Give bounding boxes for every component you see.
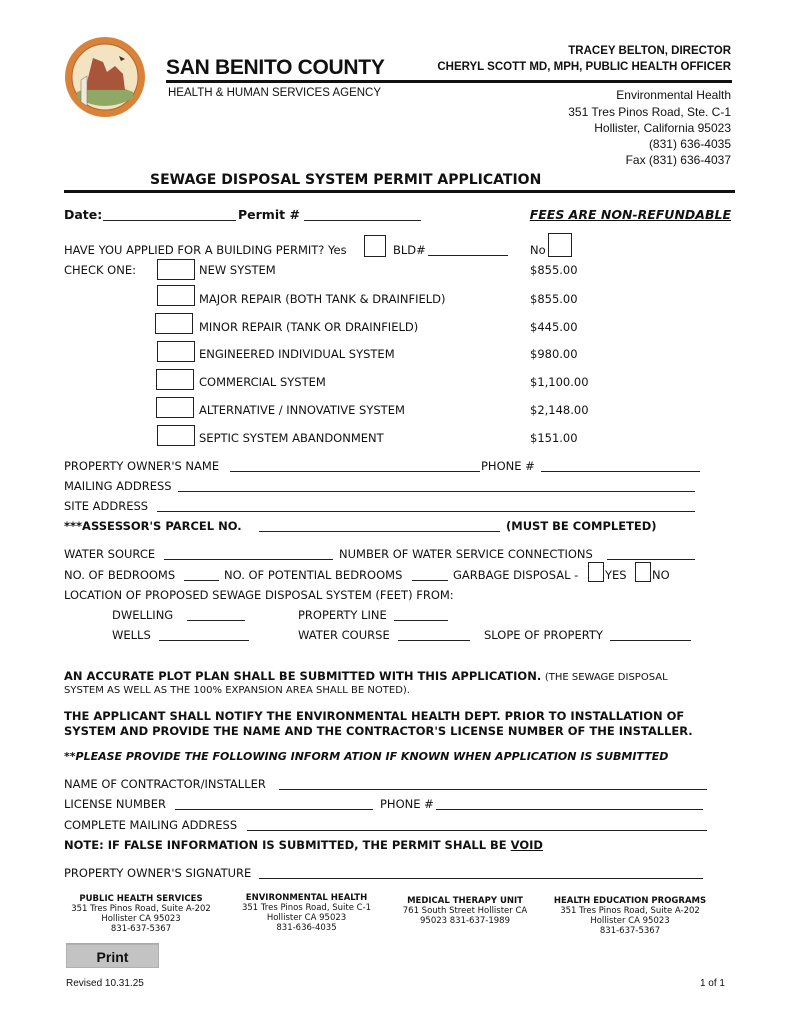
office-name: MEDICAL THERAPY UNIT <box>407 896 523 906</box>
system-type-checkbox[interactable] <box>156 397 194 418</box>
contractor-phone-input[interactable] <box>436 809 703 810</box>
print-button[interactable]: Print <box>66 944 159 968</box>
system-type-fee: $2,148.00 <box>530 403 589 417</box>
office-line: Hollister CA 95023 <box>101 914 181 924</box>
signature-input[interactable] <box>259 878 703 879</box>
location-label: LOCATION OF PROPOSED SEWAGE DISPOSAL SYSTEM (FEET) FROM: <box>64 588 454 602</box>
office-name: ENVIRONMENTAL HEALTH <box>245 893 368 903</box>
agency-name: HEALTH & HUMAN SERVICES AGENCY <box>168 87 382 99</box>
wells-input[interactable] <box>159 640 249 641</box>
dept-fax: Fax (831) 636-4037 <box>625 153 731 167</box>
garbage-disposal-yes-label: YES <box>605 568 627 582</box>
system-type-fee: $445.00 <box>530 320 578 334</box>
system-type-fee: $1,100.00 <box>530 375 589 389</box>
bedrooms-input[interactable] <box>184 580 219 581</box>
footer-office <box>550 896 710 936</box>
garbage-disposal-label: GARBAGE DISPOSAL - <box>453 568 579 582</box>
system-type-fee: $980.00 <box>530 347 578 361</box>
page-number: 1 of 1 <box>699 978 725 989</box>
system-type-label: MINOR REPAIR (TANK OR DRAINFIELD) <box>199 320 419 334</box>
site-address-input[interactable] <box>157 511 695 512</box>
license-number-label: LICENSE NUMBER <box>64 797 167 811</box>
system-type-checkbox[interactable] <box>155 313 193 334</box>
owner-name-label: PROPERTY OWNER'S NAME <box>64 459 220 473</box>
system-type-checkbox[interactable] <box>156 369 194 390</box>
check-one-label: CHECK ONE: <box>64 263 136 277</box>
office-line: 761 South Street Hollister CA <box>402 906 528 916</box>
false-info-text: NOTE: IF FALSE INFORMATION IS SUBMITTED, THE PERMIT SHALL BE <box>64 838 511 852</box>
permit-input[interactable] <box>304 220 421 221</box>
system-type-checkbox[interactable] <box>157 341 195 362</box>
office-line: 351 Tres Pinos Road, Suite A-202 <box>71 904 211 914</box>
slope-input[interactable] <box>610 640 691 641</box>
office-name: PUBLIC HEALTH SERVICES <box>79 894 203 904</box>
revised-date: Revised 10.31.25 <box>66 978 144 989</box>
system-type-label: ENGINEERED INDIVIDUAL SYSTEM <box>199 347 395 361</box>
system-type-label: ALTERNATIVE / INNOVATIVE SYSTEM <box>199 403 405 417</box>
dwelling-label: DWELLING <box>112 608 174 622</box>
bld-number-input[interactable] <box>428 255 508 256</box>
header-divider <box>166 80 732 83</box>
water-course-label: WATER COURSE <box>298 628 390 642</box>
potential-bedrooms-label: NO. OF POTENTIAL BEDROOMS <box>224 568 403 582</box>
water-connections-label: NUMBER OF WATER SERVICE CONNECTIONS <box>339 547 593 561</box>
water-course-input[interactable] <box>398 640 470 641</box>
title-divider <box>64 190 735 193</box>
mailing-address-input[interactable] <box>178 491 695 492</box>
signature-label: PROPERTY OWNER'S SIGNATURE <box>64 866 252 880</box>
water-connections-input[interactable] <box>607 559 695 560</box>
property-line-label: PROPERTY LINE <box>298 608 387 622</box>
apn-input[interactable] <box>259 531 500 532</box>
void-text: VOID <box>510 838 543 852</box>
system-type-label: COMMERCIAL SYSTEM <box>199 375 326 389</box>
office-line: Hollister CA 95023 <box>266 913 347 923</box>
county-name: SAN BENITO COUNTY <box>166 56 385 79</box>
office-line: 95023 831-637-1989 <box>420 916 510 926</box>
plot-plan-notice-bold: AN ACCURATE PLOT PLAN SHALL BE SUBMITTED WITH THIS APPLICATION. <box>64 669 542 683</box>
date-label: Date: <box>64 207 103 222</box>
office-line: 831-637-5367 <box>599 926 661 936</box>
form-title: SEWAGE DISPOSAL SYSTEM PERMIT APPLICATION <box>150 172 542 188</box>
office-line: 351 Tres Pinos Road, Suite A-202 <box>560 906 700 916</box>
plot-plan-notice <box>64 669 668 683</box>
apn-label: ***ASSESSOR'S PARCEL NO. <box>64 519 242 533</box>
health-officer-name: CHERYL SCOTT MD, MPH, PUBLIC HEALTH OFFICER <box>437 61 731 73</box>
wells-label: WELLS <box>112 628 151 642</box>
dept-phone: (831) 636-4035 <box>648 137 731 151</box>
water-source-input[interactable] <box>164 559 333 560</box>
building-permit-no-checkbox[interactable] <box>548 233 572 257</box>
contractor-name-input[interactable] <box>279 789 707 790</box>
building-permit-yes-checkbox[interactable] <box>364 235 386 257</box>
potential-bedrooms-input[interactable] <box>412 580 448 581</box>
footer-office <box>66 894 216 934</box>
building-permit-question: HAVE YOU APPLIED FOR A BUILDING PERMIT? Yes <box>64 243 347 257</box>
office-name: HEALTH EDUCATION PROGRAMS <box>553 896 707 906</box>
dept-name: Environmental Health <box>616 88 731 102</box>
system-type-fee: $855.00 <box>530 263 578 277</box>
owner-phone-label: PHONE # <box>481 459 535 473</box>
bld-number-label: BLD# <box>393 243 426 257</box>
system-type-fee: $855.00 <box>530 292 578 306</box>
site-address-label: SITE ADDRESS <box>64 499 149 513</box>
fees-non-refundable-notice: FEES ARE NON-REFUNDABLE <box>529 207 731 222</box>
please-provide-notice: **PLEASE PROVIDE THE FOLLOWING INFORM ATION IF KNOWN WHEN APPLICATION IS SUBMITTED <box>64 750 669 763</box>
office-line: Hollister CA 95023 <box>590 916 670 926</box>
dwelling-input[interactable] <box>187 620 245 621</box>
date-input[interactable] <box>103 220 236 221</box>
system-type-label: SEPTIC SYSTEM ABANDONMENT <box>199 431 384 445</box>
notify-notice-line2: SYSTEM AND PROVIDE THE NAME AND THE CONTRACTOR'S LICENSE NUMBER OF THE INSTALLER. <box>64 724 693 738</box>
notify-notice-line1: THE APPLICANT SHALL NOTIFY THE ENVIRONMENTAL HEALTH DEPT. PRIOR TO INSTALLATION OF <box>64 709 685 723</box>
system-type-label: MAJOR REPAIR (BOTH TANK & DRAINFIELD) <box>199 292 446 306</box>
director-name: TRACEY BELTON, DIRECTOR <box>568 45 731 57</box>
water-source-label: WATER SOURCE <box>64 547 156 561</box>
office-line: 831-637-5367 <box>110 924 172 934</box>
footer-office <box>395 896 535 926</box>
false-info-notice <box>64 838 543 852</box>
office-line: 831-636-4035 <box>276 923 337 933</box>
system-type-checkbox[interactable] <box>157 285 195 306</box>
bedrooms-label: NO. OF BEDROOMS <box>64 568 176 582</box>
permit-label: Permit # <box>238 207 300 222</box>
contractor-address-label: COMPLETE MAILING ADDRESS <box>64 818 238 832</box>
license-number-input[interactable] <box>175 809 373 810</box>
plot-plan-notice-detail: (THE SEWAGE DISPOSAL <box>544 672 668 683</box>
system-type-checkbox[interactable] <box>157 259 195 280</box>
office-line: 351 Tres Pinos Road, Suite C-1 <box>241 903 372 913</box>
slope-label: SLOPE OF PROPERTY <box>484 628 603 642</box>
garbage-disposal-no-label: NO <box>652 568 670 582</box>
contractor-name-label: NAME OF CONTRACTOR/INSTALLER <box>64 777 266 791</box>
system-type-checkbox[interactable] <box>157 425 195 446</box>
footer-office <box>234 893 379 933</box>
garbage-disposal-no-checkbox[interactable] <box>635 562 651 582</box>
property-line-input[interactable] <box>394 620 448 621</box>
dept-street: 351 Tres Pinos Road, Ste. C-1 <box>568 105 731 119</box>
mailing-address-label: MAILING ADDRESS <box>64 479 172 493</box>
owner-phone-input[interactable] <box>541 471 700 472</box>
system-type-fee: $151.00 <box>530 431 578 445</box>
county-seal-logo <box>63 36 147 118</box>
plot-plan-notice-line2: SYSTEM AS WELL AS THE 100% EXPANSION AREA SHALL BE NOTED). <box>64 685 410 696</box>
building-permit-no-label: No <box>530 243 546 257</box>
contractor-phone-label: PHONE # <box>380 797 434 811</box>
garbage-disposal-yes-checkbox[interactable] <box>588 562 604 582</box>
owner-name-input[interactable] <box>230 471 480 472</box>
apn-required-note: (MUST BE COMPLETED) <box>506 519 657 533</box>
system-type-label: NEW SYSTEM <box>199 263 276 277</box>
dept-city: Hollister, California 95023 <box>594 121 731 135</box>
contractor-address-input[interactable] <box>247 830 707 831</box>
